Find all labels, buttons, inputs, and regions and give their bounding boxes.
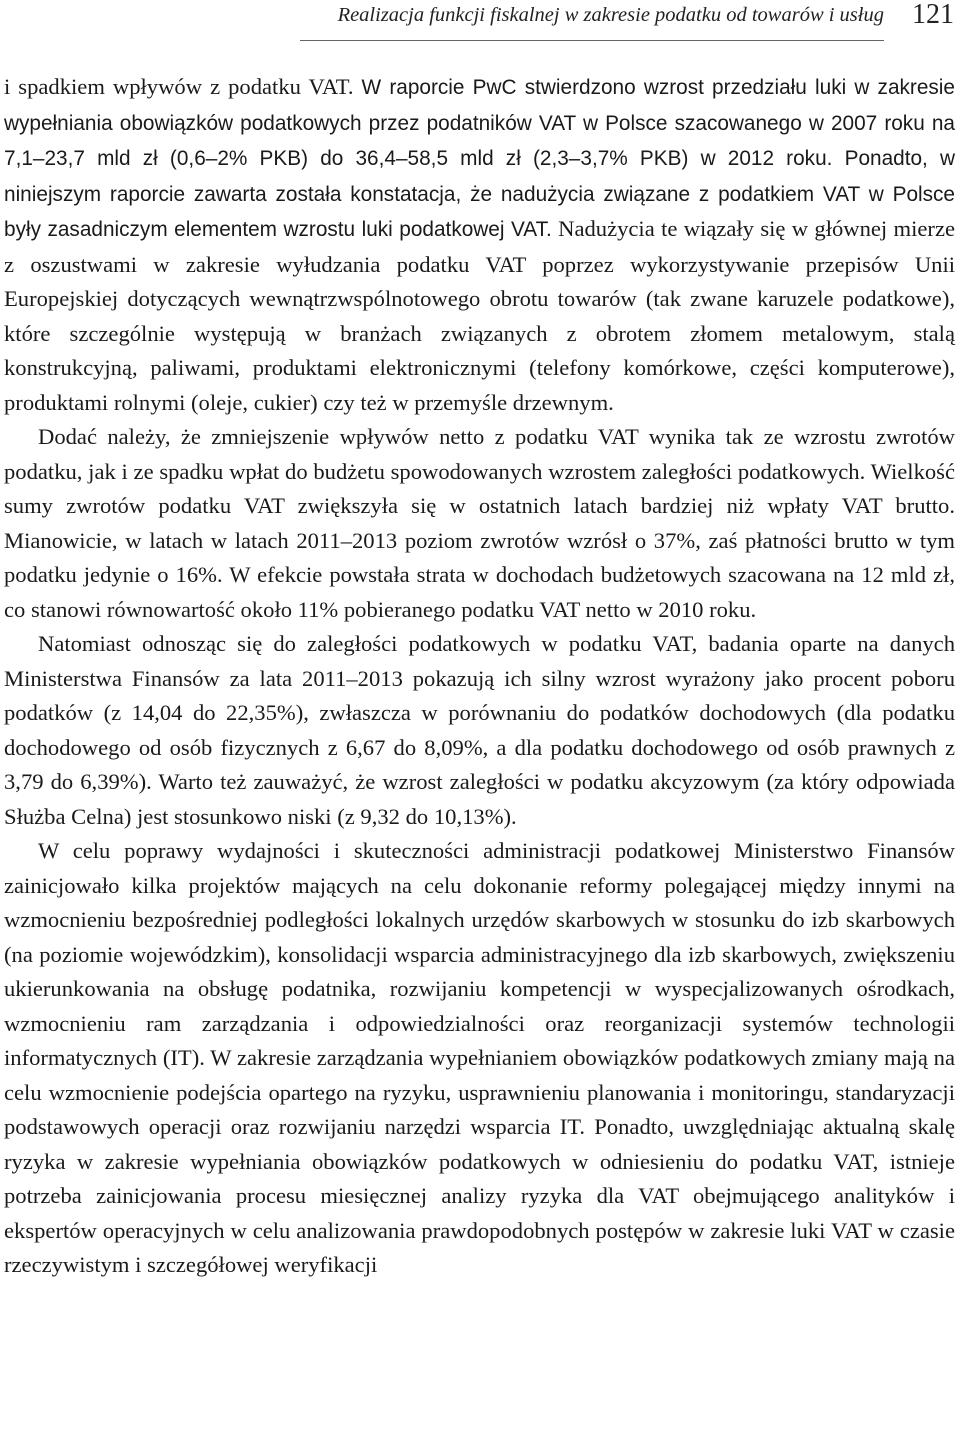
paragraph-2: Dodać należy, że zmniejszenie wpływów netto z podatku VAT wynika tak ze wzrostu zwrotów podatku, jak i ze spadku wpłat do budżetu spowodowanych wzrostem zaległości podatkowych. Wielkość sumy zwrotów podatku VAT zwiększyła się w ostatnich latach bardziej niż wpłaty VAT brutto. Mianowicie, w latach w latach 2011–2013 poziom zwrotów wzrósł o 37%, zaś płatności brutto w tym podatku jedynie o 16%. W efekcie powstała strata w dochodach budżetowych szacowana na 12 mld zł, co stanowi równowartość około 11% pobieranego podatku VAT netto w 2010 roku.	[4, 424, 955, 622]
running-header	[0, 0, 960, 48]
running-header-title: Realizacja funkcji fiskalnej w zakresie podatku od towarów i usług	[337, 4, 884, 26]
header-rule	[300, 40, 884, 41]
paragraph-1	[4, 70, 955, 420]
paragraph-4: W celu poprawy wydajności i skuteczności administracji podatkowej Ministerstwo Finansów zainicjowało kilka projektów mających na celu dokonanie reformy polegającej między innymi na wzmocnieniu bezpośredniej podległości lokalnych urzędów skarbowych w stosunku do izb skarbowych (na poziomie wojewódzkim), konsolidacji wsparcia administracyjnego dla izb skarbowych, zwiększeniu ukierunkowania na obsługę podatnika, rozwijaniu kompetencji w wyspecjalizowanych ośrodkach, wzmocnieniu ram zarządzania i odpowiedzialności oraz reorganizacji systemów technologii informatycznych (IT). W zakresie zarządzania wypełnianiem obowiązków podatkowych zmiany mają na celu wzmocnienie podejścia opartego na ryzyku, usprawnieniu planowania i monitoringu, standaryzacji podstawowych operacji oraz rozwijaniu narzędzi wsparcia IT. Ponadto, uwzględniając aktualną skalę ryzyka w zakresie wypełniania obowiązków podatkowych w odniesieniu do podatku VAT, istnieje potrzeba zainicjowania procesu miesięcznej analizy ryzyka dla VAT obejmującego analityków i ekspertów operacyjnych w celu analizowania prawdopodobnych postępów w zakresie luki VAT w czasie rzeczywistym i szczegółowej weryfikacji	[4, 838, 955, 1277]
paragraph-1-segment-1: i spadkiem wpływów z podatku VAT.	[4, 74, 362, 99]
page-number: 121	[912, 0, 954, 30]
paragraph-3: Natomiast odnosząc się do zaległości podatkowych w podatku VAT, badania oparte na danych Ministerstwa Finansów za lata 2011–2013 pokazują ich silny wzrost wyrażony jako procent poboru podatków (z 14,04 do 22,35%), zwłaszcza w porównaniu do podatków dochodowych (dla podatku dochodowego od osób fizycznych z 6,67 do 8,09%, a dla podatku dochodowego od osób prawnych z 3,79 do 6,39%). Warto też zauważyć, że wzrost zaległości w podatku akcyzowym (za który odpowiada Służba Celna) jest stosunkowo niski (z 9,32 do 10,13%).	[4, 631, 955, 829]
paragraph-1-segment-3: Nadużycia te wiązały się w głównej mierze z oszustwami w zakresie wyłudzania podatku VAT poprzez wykorzystywanie przepisów Unii Europejskiej dotyczących wewnątrzwspólnotowego obrotu towarów (tak zwane karuzele podatkowe), które szczególnie występują w branżach związanych z obrotem złomem metalowym, stalą konstrukcyjną, paliwami, produktami elektronicznymi (telefony komórkowe, części komputerowe), produktami rolnymi (oleje, cukier) czy też w przemyśle drzewnym.	[4, 216, 956, 415]
body-text	[4, 70, 955, 1283]
paragraph-1-segment-2: W raporcie PwC stwierdzono wzrost przedziału luki w zakresie wypełniania obowiązków podatkowych przez podatników VAT w Polsce szacowanego w 2007 roku na 7,1–23,7 mld zł (0,6–2% PKB) do 36,4–58,5 mld zł (2,3–3,7% PKB) w 2012 roku. Ponadto, w niniejszym raporcie zawarta została konstatacja, że nadużycia związane z podatkiem VAT w Polsce były zasadniczym elementem wzrostu luki podatkowej VAT.	[4, 76, 955, 241]
